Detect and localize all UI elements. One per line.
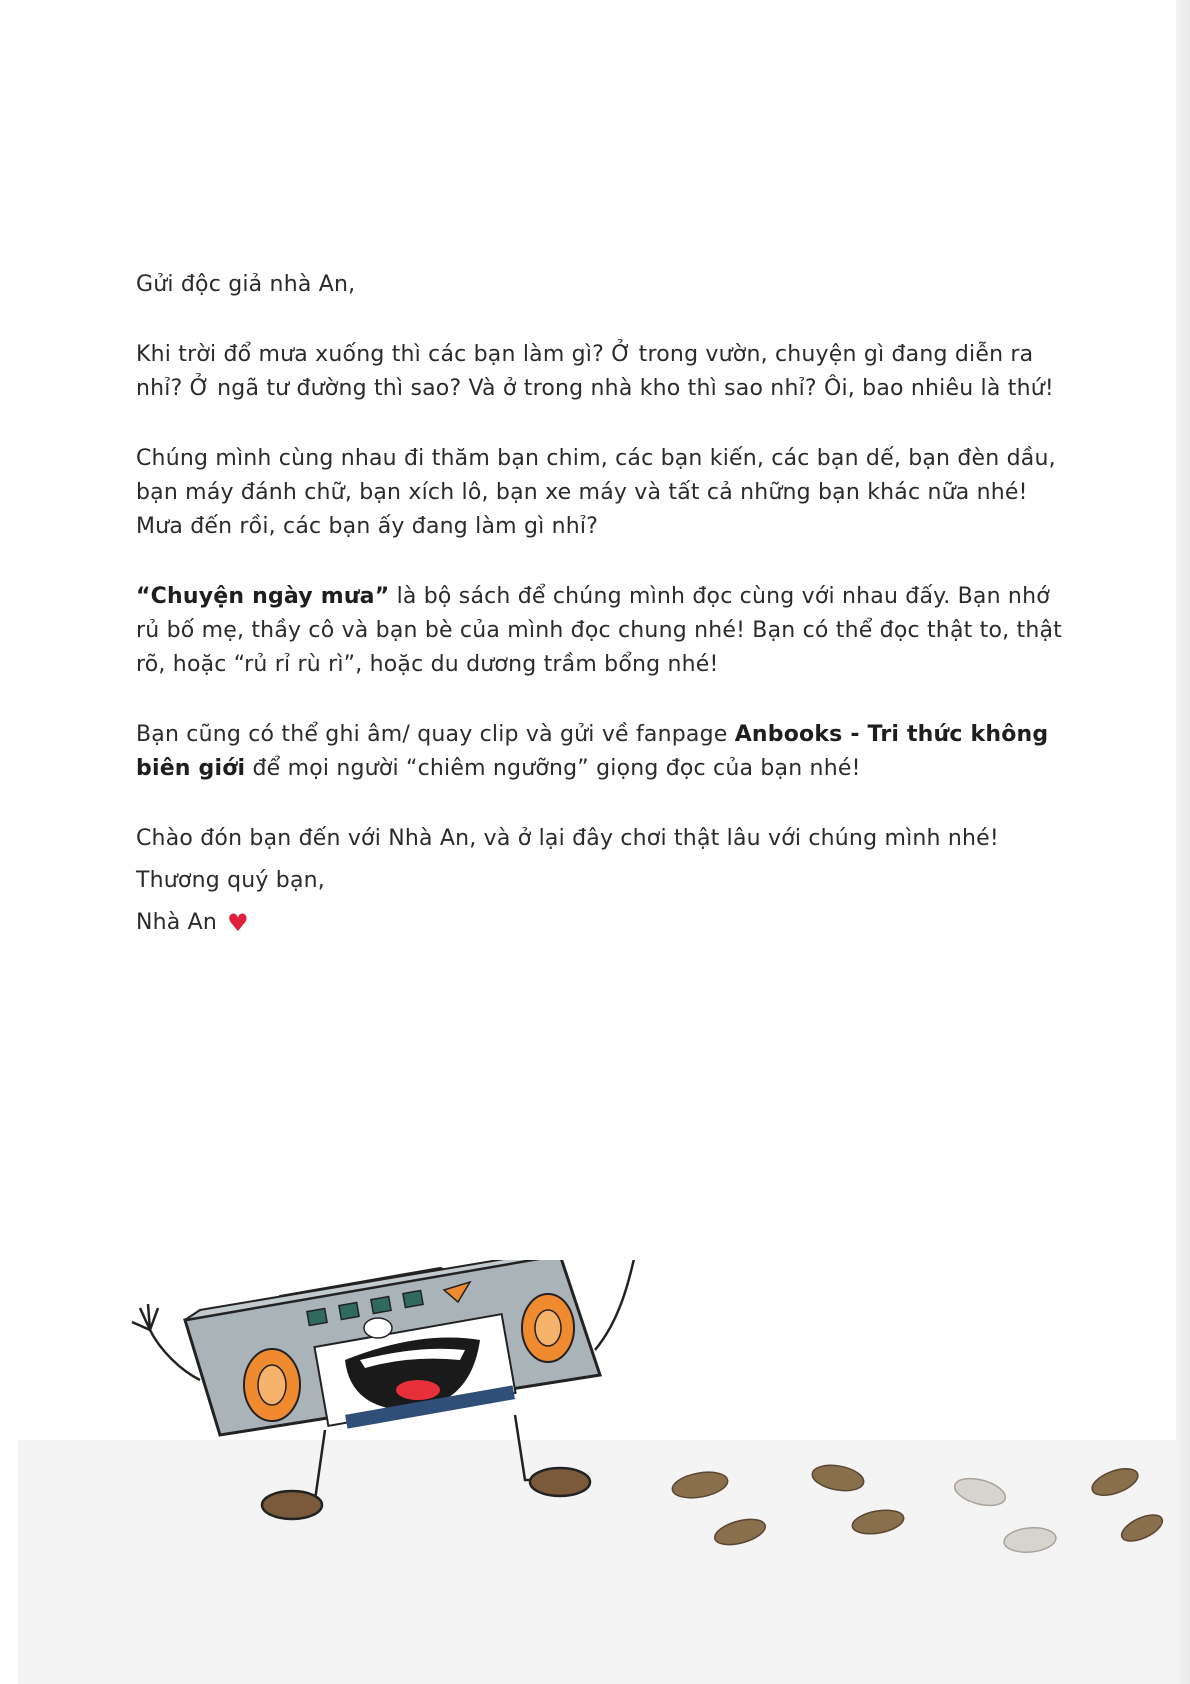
paragraph-4-start: Bạn cũng có thể ghi âm/ quay clip và gửi về fanpage: [136, 722, 735, 747]
letter-greeting: Gửi độc giả nhà An,: [136, 272, 356, 297]
legs: [262, 1415, 590, 1519]
letter: [136, 268, 1076, 948]
heart-icon: ♥: [227, 909, 249, 937]
letter-signature-line: [136, 906, 1076, 940]
letter-closing-2: Thương quý bạn,: [136, 868, 325, 893]
fanpage-name: Anbooks - Tri thức không biên giới: [136, 722, 1049, 781]
left-arm: [132, 1304, 200, 1380]
paragraph-4-end: để mọi người “chiêm ngưỡng” giọng đọc của bạn nhé!: [245, 756, 861, 781]
letter-paragraph-1: Khi trời đổ mưa xuống thì các bạn làm gì? Ở trong vườn, chuyện gì đang diễn ra nhỉ? Ở ngã tư đường thì sao? Và ở trong nhà kho thì sao nhỉ? Ôi, bao nhiêu là thứ!: [136, 342, 1054, 401]
speaker-right-icon: [522, 1294, 574, 1362]
footprints: [670, 1462, 1166, 1555]
letter-paragraph-3: [136, 580, 1076, 682]
letter-paragraph-2: Chúng mình cùng nhau đi thăm bạn chim, các bạn kiến, các bạn dế, bạn đèn dầu, bạn máy đánh chữ, bạn xích lô, bạn xe máy và tất cả những bạn khác nữa nhé! Mưa đến rồi, các bạn ấy đang làm gì nhỉ?: [136, 446, 1056, 539]
paragraph-3-text: là bộ sách để chúng mình đọc cùng với nhau đấy. Bạn nhớ rủ bố mẹ, thầy cô và bạn bè của mình đọc chung nhé! Bạn có thể đọc thật to, thật rõ, hoặc “rủ rỉ rù rì”, hoặc du dương trầm bổng nhé!: [136, 584, 1062, 677]
letter-paragraph-4: [136, 718, 1076, 786]
letter-closing-1: Chào đón bạn đến với Nhà An, và ở lại đây chơi thật lâu với chúng mình nhé!: [136, 826, 999, 851]
right-arm: [595, 1260, 657, 1350]
book-series-title: “Chuyện ngày mưa”: [136, 584, 390, 609]
signature: Nhà An: [136, 910, 218, 935]
speaker-left-icon: [244, 1349, 300, 1421]
boombox-illustration: [0, 1260, 1190, 1684]
